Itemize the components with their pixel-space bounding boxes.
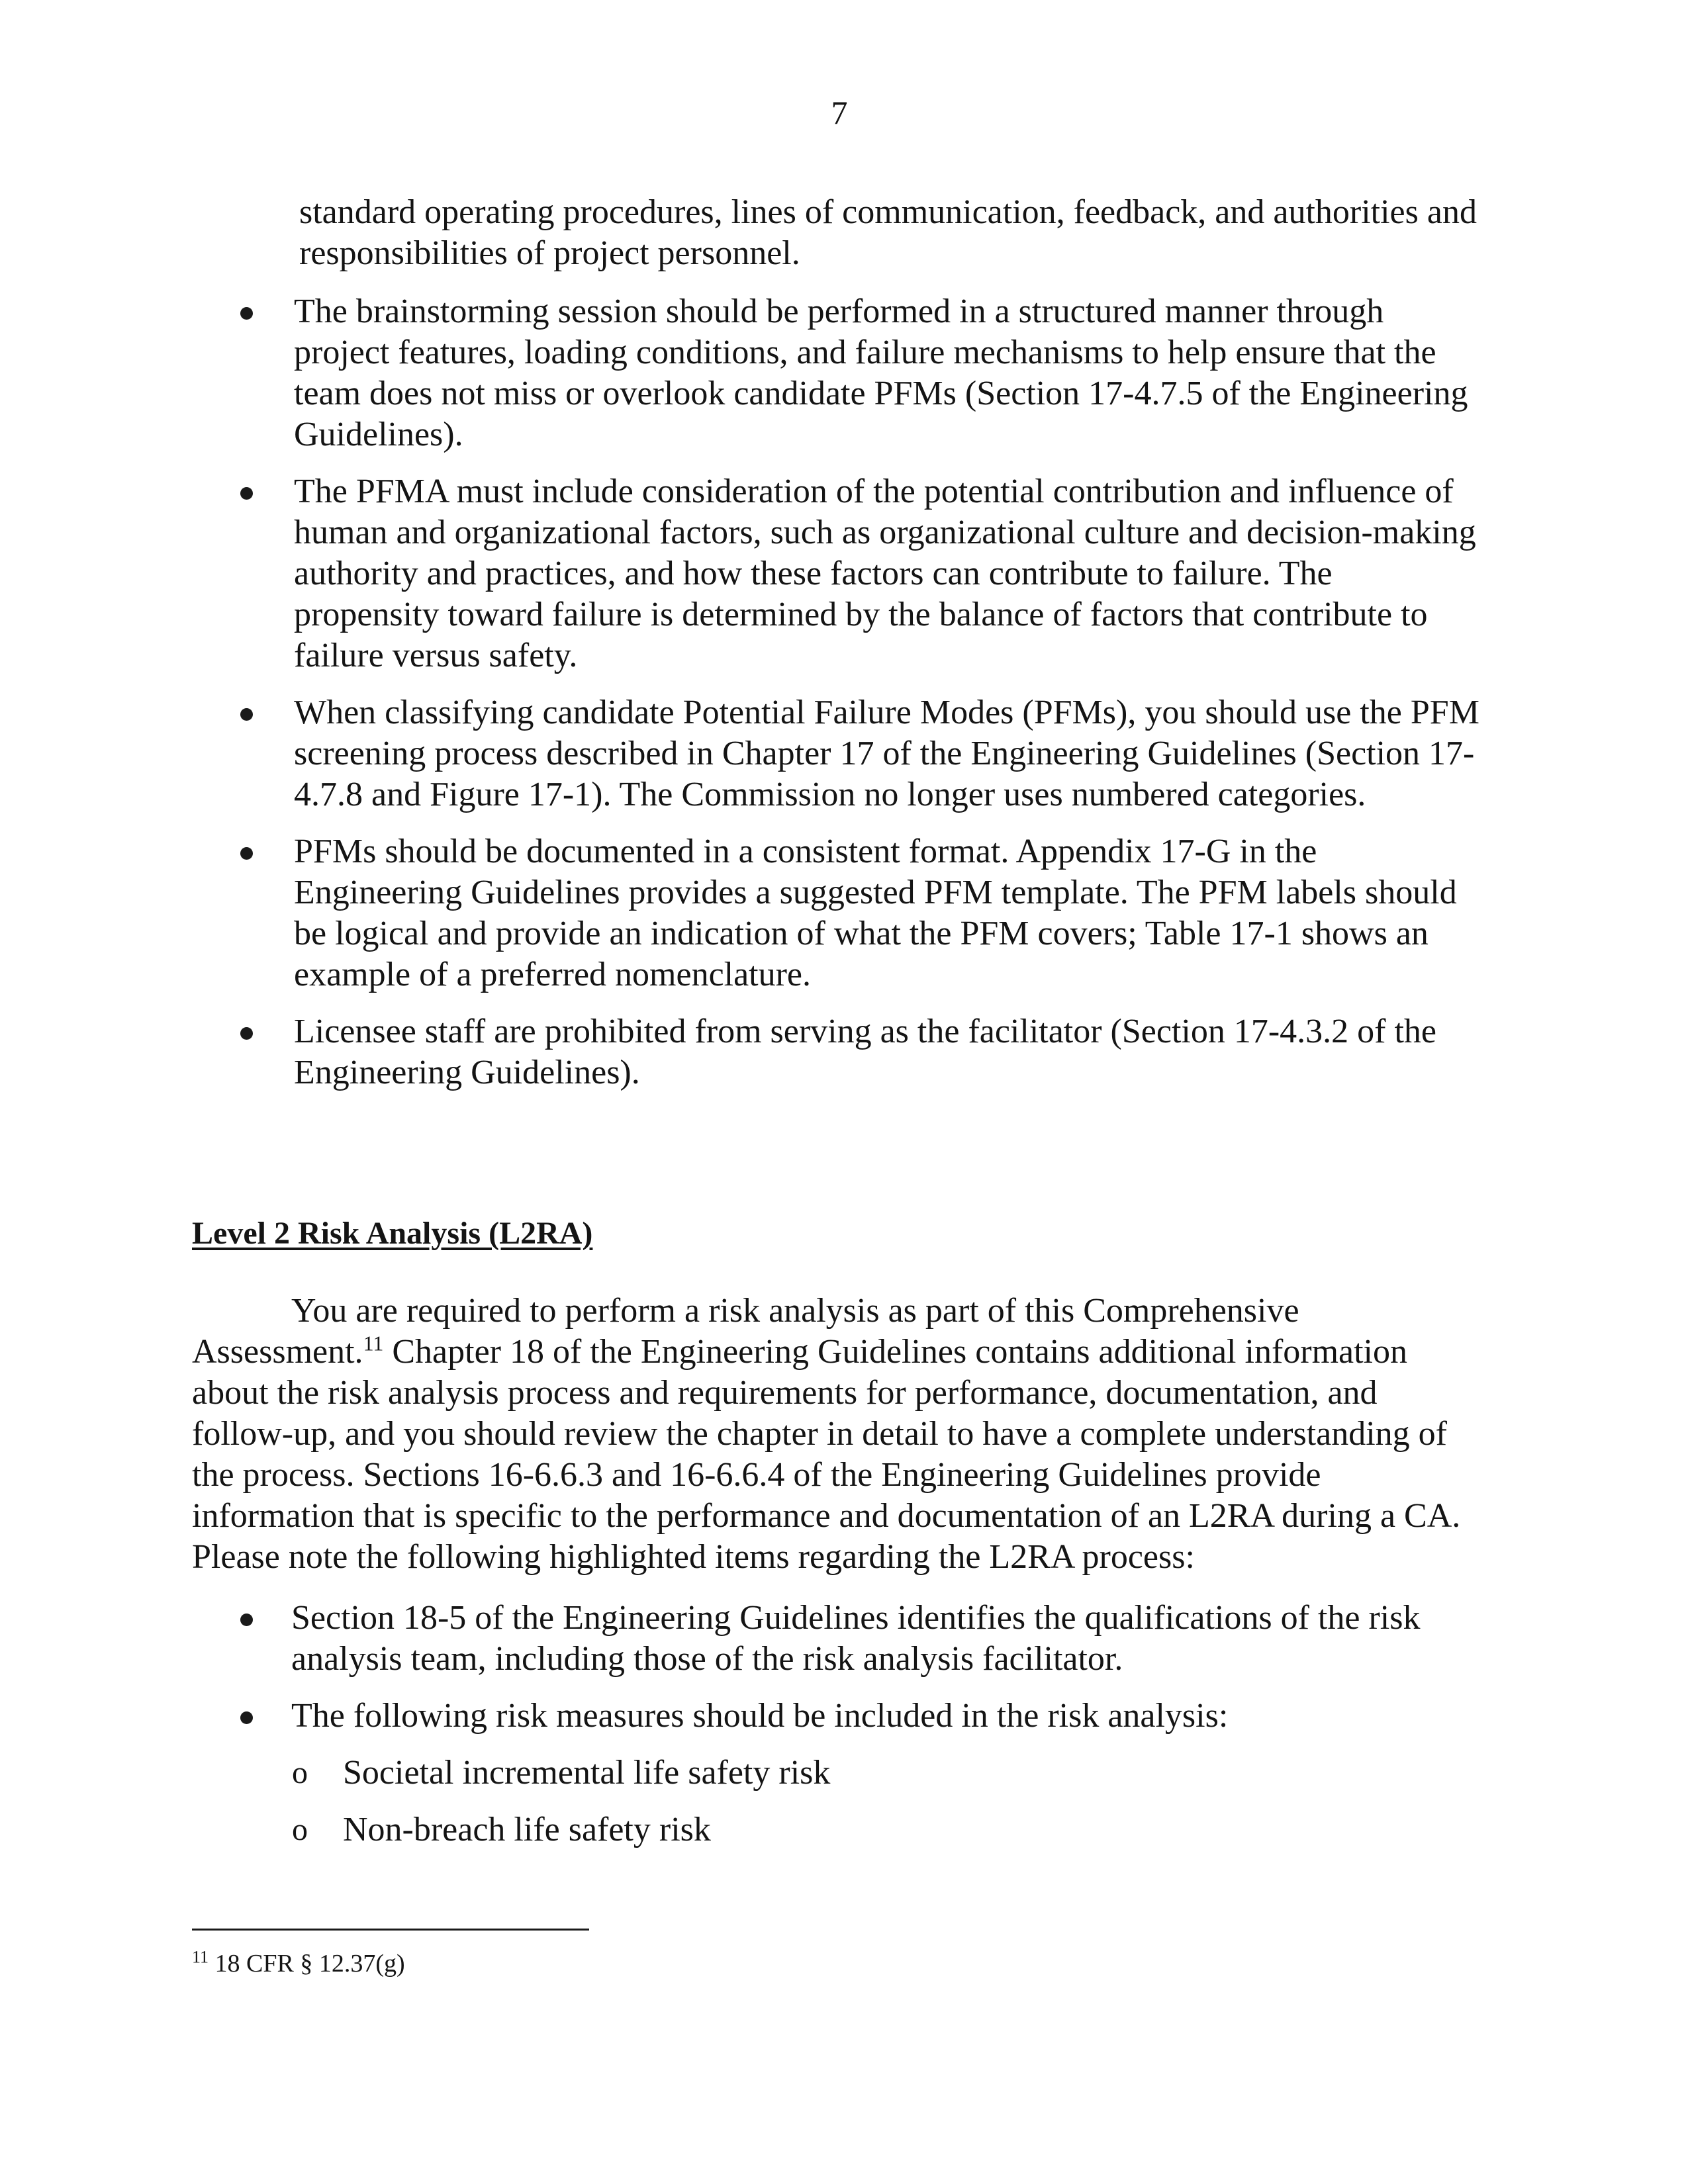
- footnote-reference[interactable]: 11: [363, 1331, 384, 1355]
- continued-bullet-text: standard operating procedures, lines of communication, feedback, and authorities and responsibilities of project personnel.: [299, 193, 1477, 272]
- l2ra-paragraph: [192, 1291, 1483, 1578]
- list-item-text: The PFMA must include consideration of the potential contribution and influence of human and organizational factors, such as organizational culture and decision-making authority and practices, and how these factors can contribute to failure. The propensity toward failure is determined by the balance of factors that contribute to failure versus safety.: [294, 473, 1476, 674]
- paragraph-text-part1: You are required to perform a risk analysis as part of this Comprehensive Assessment.: [192, 1292, 1299, 1371]
- list-item: [0, 1696, 1688, 1737]
- bullet-icon: [240, 1027, 253, 1040]
- bullet-icon: [240, 307, 253, 320]
- list-item-text: The following risk measures should be included in the risk analysis:: [291, 1697, 1229, 1735]
- bullet-icon: [240, 487, 253, 500]
- paragraph-text-part2: Chapter 18 of the Engineering Guidelines contains additional information about the risk analysis process and requirements for performance, documentation, and follow-up, and you should review the chapter in detail to have a complete understanding of the process. Sections 16-6.6.3 and 16-6.6.4 of the Engineering Guidelines provide information that is specific to the performance and documentation of an L2RA during a CA. Please note the following highlighted items regarding the L2RA process:: [192, 1333, 1461, 1576]
- bullet-icon: [240, 847, 253, 860]
- pfma-bullet-list: [0, 291, 1688, 1109]
- footnote-divider: [192, 1929, 589, 1931]
- list-item: [0, 1011, 1688, 1093]
- footnote: [192, 1948, 405, 1979]
- l2ra-bullet-list: [0, 1598, 1688, 1866]
- section-heading: Level 2 Risk Analysis (L2RA): [192, 1216, 593, 1251]
- list-item-text: When classifying candidate Potential Failure Modes (PFMs), you should use the PFM screening process described in Chapter 17 of the Engineering Guidelines (Section 17-4.7.8 and Figure 17-1). The Commission no longer uses numbered categories.: [294, 694, 1479, 813]
- footnote-number: 11: [192, 1947, 209, 1967]
- sub-list-item: [0, 1809, 1688, 1850]
- list-item-text: Section 18-5 of the Engineering Guidelines identifies the qualifications of the risk analysis team, including those of the risk analysis facilitator.: [291, 1599, 1421, 1678]
- list-item-text: PFMs should be documented in a consistent format. Appendix 17-G in the Engineering Guidelines provides a suggested PFM template. The PFM labels should be logical and provide an indication of what the PFM covers; Table 17-1 shows an example of a preferred nomenclature.: [294, 833, 1457, 993]
- list-item: [0, 291, 1688, 455]
- page-number: 7: [831, 94, 848, 131]
- sub-bullet-marker: o: [292, 1812, 308, 1847]
- bullet-icon: [240, 1614, 253, 1626]
- footnote-text: 18 CFR § 12.37(g): [209, 1950, 405, 1978]
- sub-list-item: [0, 1752, 1688, 1794]
- bullet-icon: [240, 1711, 253, 1724]
- list-item: [0, 471, 1688, 676]
- list-item-text: The brainstorming session should be performed in a structured manner through project features, loading conditions, and failure mechanisms to help ensure that the team does not miss or overlook candidate PFMs (Section 17-4.7.5 of the Engineering Guidelines).: [294, 293, 1468, 453]
- sub-list-item-text: Societal incremental life safety risk: [343, 1754, 831, 1792]
- list-item-text: Licensee staff are prohibited from serving as the facilitator (Section 17-4.3.2 of the Engineering Guidelines).: [294, 1013, 1437, 1091]
- bullet-icon: [240, 708, 253, 721]
- sub-list-item-text: Non-breach life safety risk: [343, 1811, 711, 1848]
- list-item: [0, 1598, 1688, 1680]
- list-item: [0, 831, 1688, 995]
- sub-bullet-marker: o: [292, 1755, 308, 1790]
- list-item: [0, 692, 1688, 815]
